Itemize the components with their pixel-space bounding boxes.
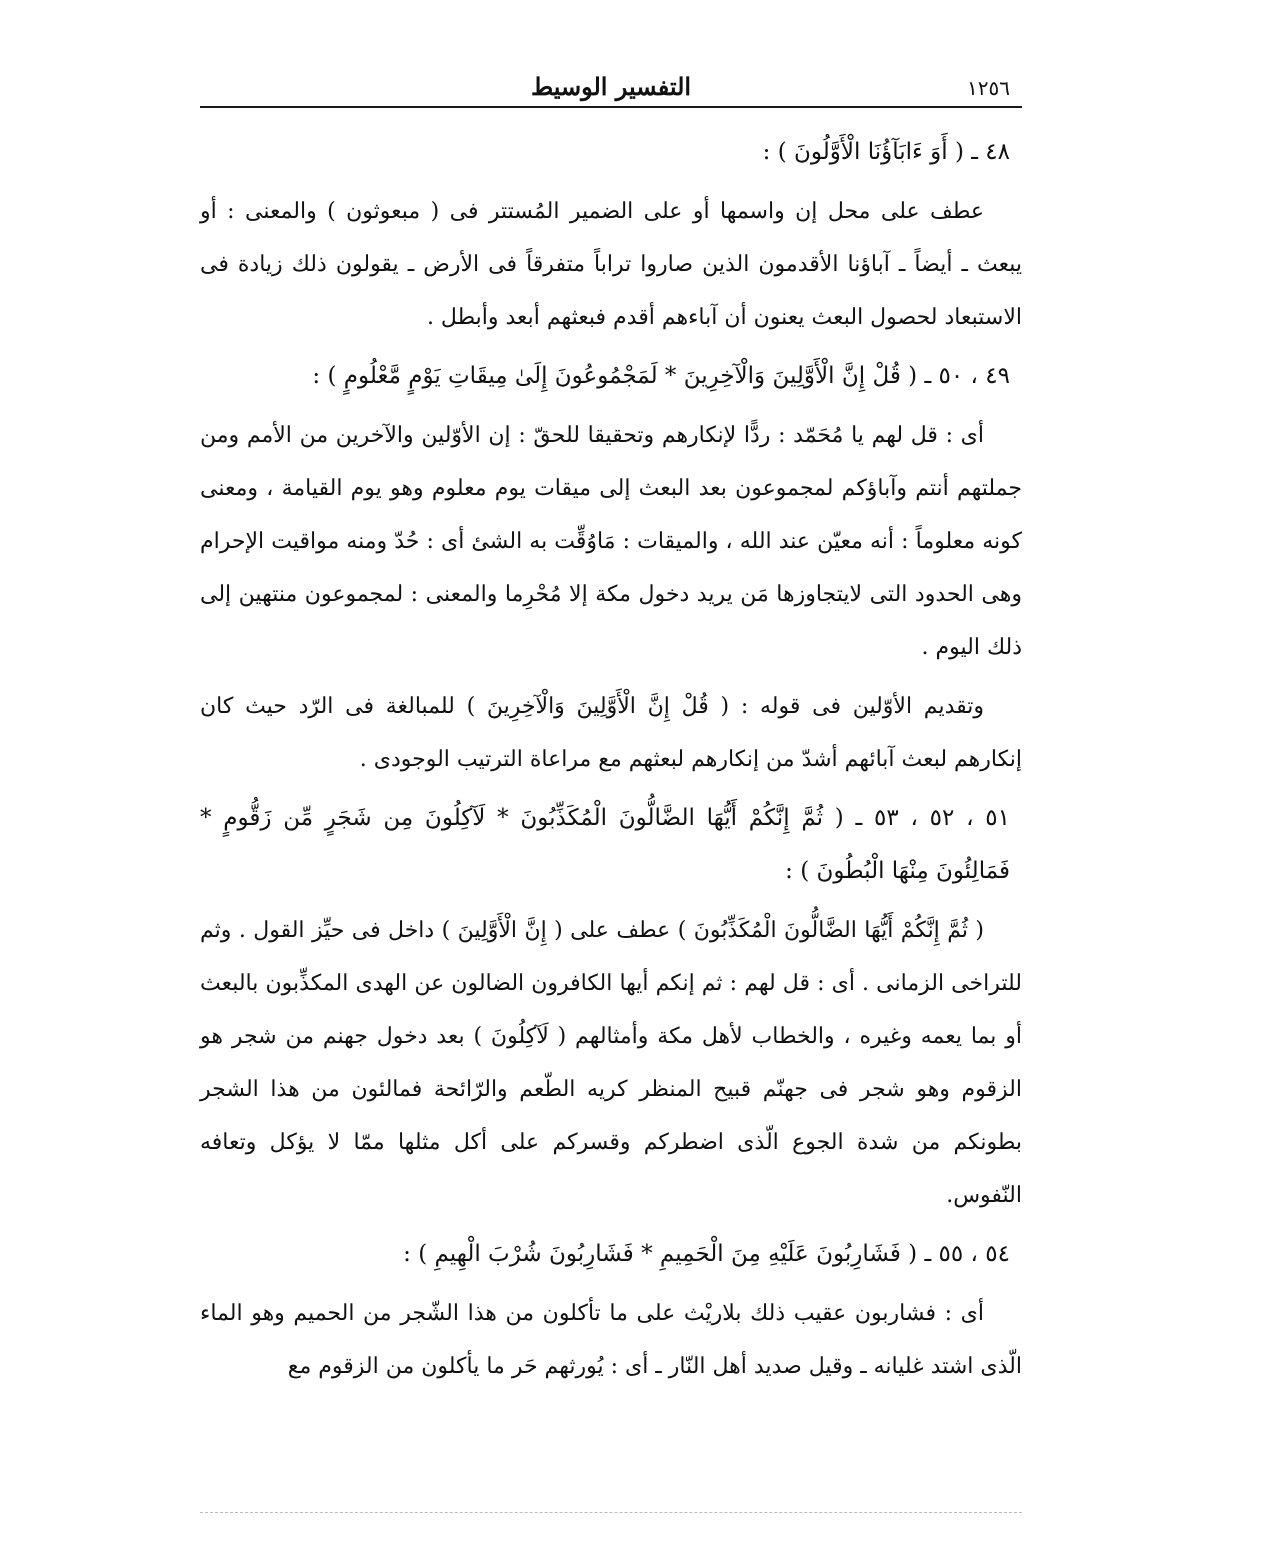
verse-heading: ٥٤ ، ٥٥ ـ ( فَشَارِبُونَ عَلَيْهِ مِنَ الْحَمِيمِ * فَشَارِبُونَ شُرْبَ الْهِيمِ ) :: [403, 1241, 1010, 1267]
page-body: [200, 126, 1022, 1393]
commentary-paragraph: ( ثُمَّ إِنَّكُمْ أَيُّهَا الضَّالُّونَ الْمُكَذِّبُونَ ) عطف على ( إِنَّ الْأَوَّلِينَ ) داخل فى حيِّز القول . وثم للتراخى الزمانى . أى : قل لهم : ثم إنكم أيها الكافرون الضالون عن الهدى المكذِّبون بالبعث أو بما يعمه وغيره ، والخطاب لأهل مكة وأمثالهم ( لَآكِلُونَ ) بعد دخول جهنم من شجر هو الزقوم وهو شجر فى جهنّم قبيح المنظر كريه الطّعم والرّائحة فمالئون من هذا الشجر بطونكم من شدة الجوع الّذى اضطركم وقسركم على أكل مثلها ممّا لا يؤكل وتعافه النّفوس.: [200, 918, 1022, 1208]
page-number: ١٢٥٦: [967, 76, 1010, 100]
commentary-paragraph: عطف على محل إن واسمها أو على الضمير المُستتر فى ( مبعوثون ) والمعنى : أو يبعث ـ أيضاً ـ آباؤنا الأقدمون الذين صاروا تراباً متفرقاً فى الأرض ـ يقولون ذلك زيادة فى الاستبعاد لحصول البعث يعنون أن آباءهم أقدم فبعثهم أبعد وأبطل .: [200, 199, 1022, 330]
verse-heading: ٤٩ ، ٥٠ ـ ( قُلْ إِنَّ الْأَوَّلِينَ وَالْآخِرِينَ * لَمَجْمُوعُونَ إِلَىٰ مِيقَاتِ يَوْمٍ مَّعْلُومٍ ) :: [312, 363, 1010, 389]
verse-heading: ٥١ ، ٥٢ ، ٥٣ ـ ( ثُمَّ إِنَّكُمْ أَيُّهَا الضَّالُّونَ الْمُكَذِّبُونَ * لَآكِلُونَ مِن شَجَرٍ مِّن زَقُّومٍ * فَمَالِئُونَ مِنْهَا الْبُطُونَ ) :: [200, 805, 1010, 884]
commentary-paragraph: أى : فشاربون عقيب ذلك بلاريْث على ما تأكلون من هذا الشّجر من الحميم وهو الماء الّذى اشتد غليانه ـ وقيل صديد أهل النّار ـ أى : يُورثهم حَر ما يأكلون من الزقوم مع: [200, 1301, 1022, 1379]
page-header: [200, 72, 1022, 108]
verse-heading: ٤٨ ـ ( أَوَ ءَابَآؤُنَا الْأَوَّلُونَ ) :: [762, 139, 1010, 165]
bottom-divider: [200, 1512, 1022, 1513]
commentary-paragraph: وتقديم الأوّلين فى قوله : ( قُلْ إِنَّ الْأَوَّلِينَ وَالْآخِرِينَ ) للمبالغة فى الرّد حيث كان إنكارهم لبعث آبائهم أشدّ من إنكارهم لبعثهم مع مراعاة الترتيب الوجودى .: [200, 694, 1022, 772]
commentary-paragraph: أى : قل لهم يا مُحَمّد : ردًّا لإنكارهم وتحقيقا للحقّ : إن الأوّلين والآخرين من الأمم ومن جملتهم أنتم وآباؤكم لمجموعون بعد البعث إلى ميقات يوم معلوم وهو يوم القيامة ، ومعنى كونه معلوماً : أنه معيّن عند الله ، والميقات : مَاوُقِّت به الشئ أى : حُدّ ومنه مواقيت الإحرام وهى الحدود التى لايتجاوزها مَن يريد دخول مكة إلا مُحْرِما والمعنى : لمجموعون منتهين إلى ذلك اليوم .: [200, 423, 1022, 660]
running-title: التفسير الوسيط: [530, 72, 692, 101]
page: [200, 72, 1022, 1399]
